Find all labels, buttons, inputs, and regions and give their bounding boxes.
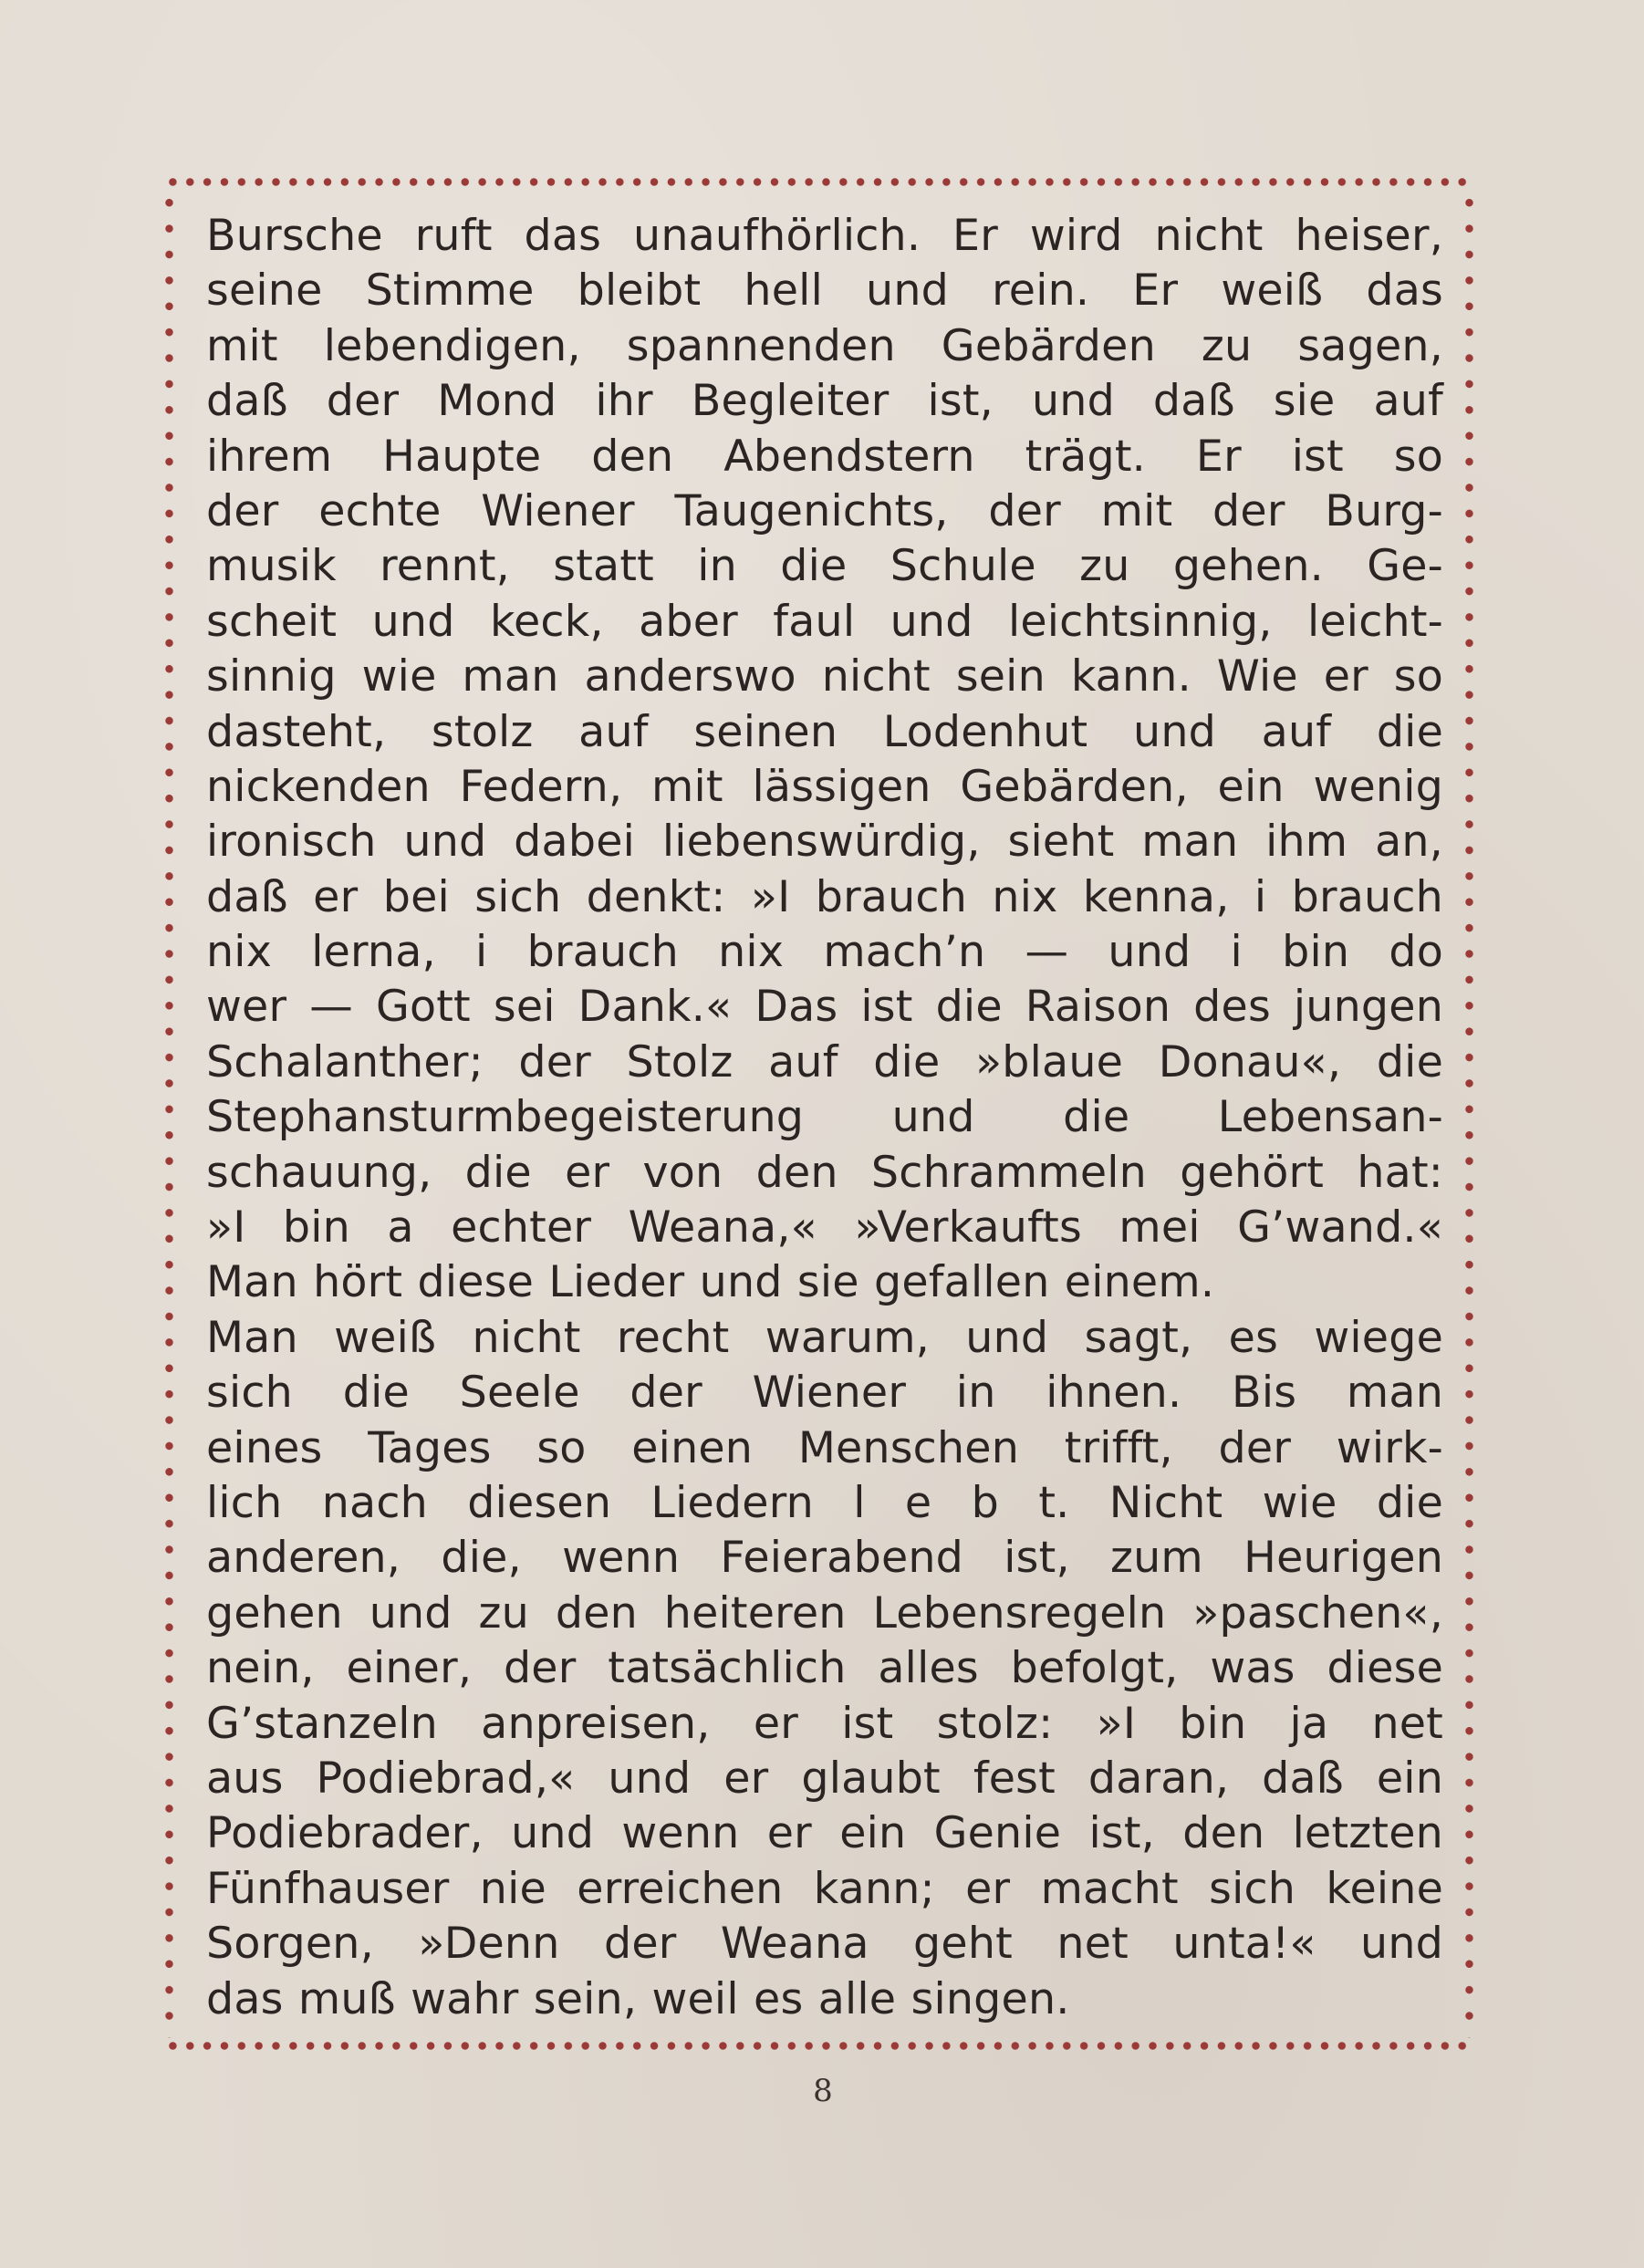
text-line: lich nach diesen Liedern l e b t. Nicht wie die	[206, 1477, 1443, 1528]
text-line: nickenden Federn, mit lässigen Gebärden, ein wenig	[206, 761, 1443, 812]
dotted-border-bottom	[164, 2041, 1474, 2051]
dotted-border-left	[164, 190, 174, 2038]
text-line: anderen, die, wenn Feierabend ist, zum Heurigen	[206, 1533, 1443, 1584]
text-line: sinnig wie man anderswo nicht sein kann. Wie er so	[206, 651, 1443, 702]
dotted-border-right	[1464, 190, 1474, 2038]
text-line: wer — Gott sei Dank.« Das ist die Raison des jungen	[206, 982, 1443, 1033]
text-line: eines Tages so einen Menschen trifft, der wirk-	[206, 1422, 1443, 1473]
text-line: dasteht, stolz auf seinen Lodenhut und auf die	[206, 706, 1443, 757]
text-line: aus Podiebrad,« und er glaubt fest daran, daß ein	[206, 1753, 1443, 1804]
text-line: der echte Wiener Taugenichts, der mit der Burg-	[206, 485, 1443, 536]
text-line: schauung, die er von den Schrammeln gehört hat:	[206, 1147, 1443, 1198]
dotted-border-top	[164, 177, 1474, 187]
text-line: Stephansturmbegeisterung und die Lebensan-	[206, 1092, 1443, 1143]
text-line: ihrem Haupte den Abendstern trägt. Er ist so	[206, 431, 1443, 482]
text-line: Sorgen, »Denn der Weana geht net unta!« und	[206, 1919, 1443, 1970]
text-line: musik rennt, statt in die Schule zu gehen. Ge-	[206, 541, 1443, 592]
text-line: seine Stimme bleibt hell und rein. Er weiß das	[206, 265, 1443, 317]
text-line: Schalanther; der Stolz auf die »blaue Donau«, die	[206, 1036, 1443, 1087]
text-line: Podiebrader, und wenn er ein Genie ist, den letzten	[206, 1808, 1443, 1859]
text-line: G’stanzeln anpreisen, er ist stolz: »I bin ja net	[206, 1698, 1443, 1749]
page-number: 8	[813, 2073, 833, 2109]
text-line: daß er bei sich denkt: »I brauch nix kenna, i brauch	[206, 871, 1443, 922]
text-line: »I bin a echter Weana,« »Verkaufts mei G’wand.«	[206, 1202, 1443, 1254]
body-text	[206, 209, 1443, 2027]
text-line: scheit und keck, aber faul und leichtsinnig, leicht-	[206, 596, 1443, 647]
text-line: sich die Seele der Wiener in ihnen. Bis man	[206, 1368, 1443, 1419]
text-line: nein, einer, der tatsächlich alles befolgt, was diese	[206, 1643, 1443, 1694]
text-line: nix lerna, i brauch nix mach’n — und i bin do	[206, 927, 1443, 978]
text-line: Bursche ruft das unaufhörlich. Er wird nicht heiser,	[206, 211, 1443, 261]
text-line: gehen und zu den heiteren Lebensregeln »paschen«,	[206, 1587, 1443, 1639]
text-line: Man hört diese Lieder und sie gefallen einem.	[206, 1257, 1215, 1308]
text-line: Man weiß nicht recht warum, und sagt, es wiege	[206, 1312, 1443, 1363]
text-line: das muß wahr sein, weil es alle singen.	[206, 1973, 1070, 2024]
text-line: mit lebendigen, spannenden Gebärden zu sagen,	[206, 320, 1443, 371]
text-line: daß der Mond ihr Begleiter ist, und daß sie auf	[206, 376, 1443, 427]
text-line: Fünfhauser nie erreichen kann; er macht sich keine	[206, 1863, 1443, 1914]
text-line: ironisch und dabei liebenswürdig, sieht man ihm an,	[206, 817, 1443, 868]
